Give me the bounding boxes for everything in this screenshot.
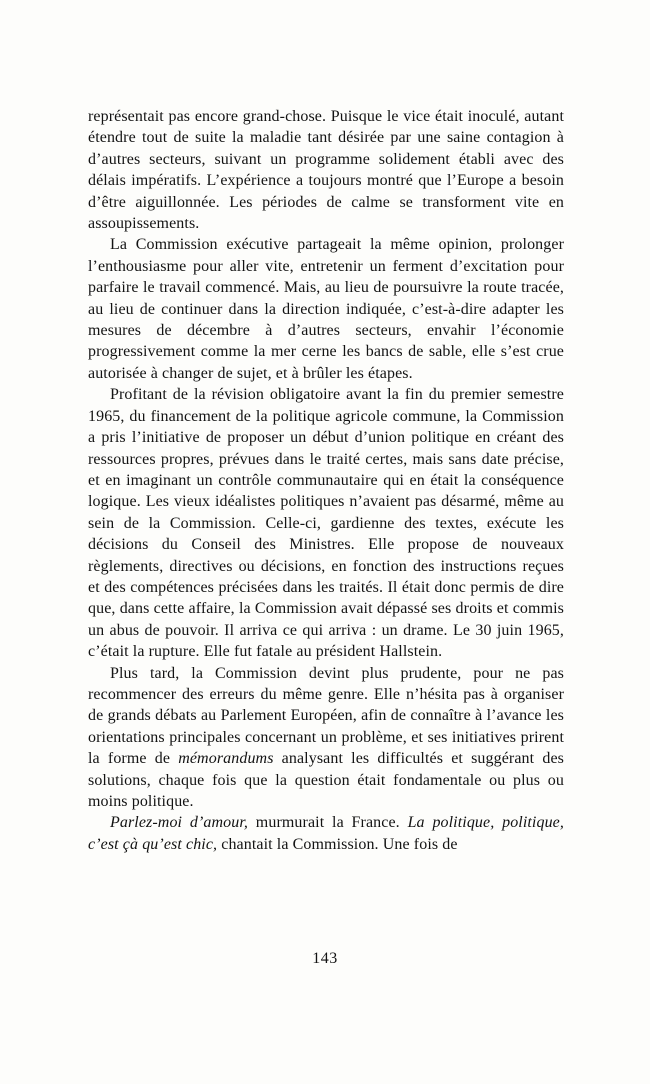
page-number: 143 <box>312 950 338 967</box>
text-segment: représentait pas encore grand-chose. Puisque le vice était inoculé, autant étendre tout de suite la maladie tant désirée par une saine contagion à d’autres secteurs, suivant un programme solidement établi avec des délais impératifs. L’expérience a toujours montré que l’Europe a besoin d’être aiguillonnée. Les périodes de calme se transforment vite en assoupissements. <box>88 108 564 233</box>
text-segment: La Commission exécutive partageait la même opinion, prolonger l’enthousiasme pour aller vite, entretenir un ferment d’excitation pour parfaire le travail commencé. Mais, au lieu de poursuivre la route tracée, au lieu de continuer dans la direction indiquée, c’est-à-dire adapter les mesures de décembre à d’autres secteurs, envahir l’économie progressivement comme la mer cerne les bancs de sable, elle s’est crue autorisée à changer de sujet, et à brûler les étapes. <box>88 236 564 382</box>
text-segment: analysant les difficultés et suggérant des solutions, chaque fois que la question était fondamentale ou plus ou moins politique. <box>88 750 564 810</box>
text-segment: Plus tard, la Commission devint plus prudente, pour ne pas recommencer des erreurs du même genre. Elle n’hésita pas à organiser de grands débats au Parlement Européen, afin de connaître à l’avance les orientations principales concernant un problème, et ses initiatives prirent la forme de <box>88 664 564 768</box>
paragraph <box>88 234 564 384</box>
text-segment: murmurait la France. <box>248 814 408 832</box>
paragraph <box>88 812 564 855</box>
paragraph <box>88 106 564 234</box>
page-body <box>88 106 564 855</box>
italic-text-segment: La politique, politique, c’est çà qu’est chic, <box>88 814 564 853</box>
paragraph <box>88 663 564 813</box>
paragraph <box>88 384 564 662</box>
italic-text-segment: mémorandums <box>178 750 274 768</box>
text-segment: chantait la Commission. Une fois de <box>217 835 458 853</box>
text-segment: Profitant de la révision obligatoire avant la fin du premier semestre 1965, du financement de la politique agricole commune, la Commission a pris l’initiative de proposer un début d’union politique en créant des ressources propres, prévues dans le traité certes, mais sans date précise, et en imaginant un contrôle communautaire qui en était la conséquence logique. Les vieux idéalistes politiques n’avaient pas désarmé, même au sein de la Commission. Celle-ci, gardienne des textes, exécute les décisions du Conseil des Ministres. Elle propose de nouveaux règlements, directives ou décisions, en fonction des instructions reçues et des compétences précisées dans les traités. Il était donc permis de dire que, dans cette affaire, la Commission avait dépassé ses droits et commis un abus de pouvoir. Il arriva ce qui arriva : un drame. Le 30 juin 1965, c’était la rupture. Elle fut fatale au président Hallstein. <box>88 386 564 661</box>
italic-text-segment: Parlez-moi d’amour, <box>110 814 249 832</box>
